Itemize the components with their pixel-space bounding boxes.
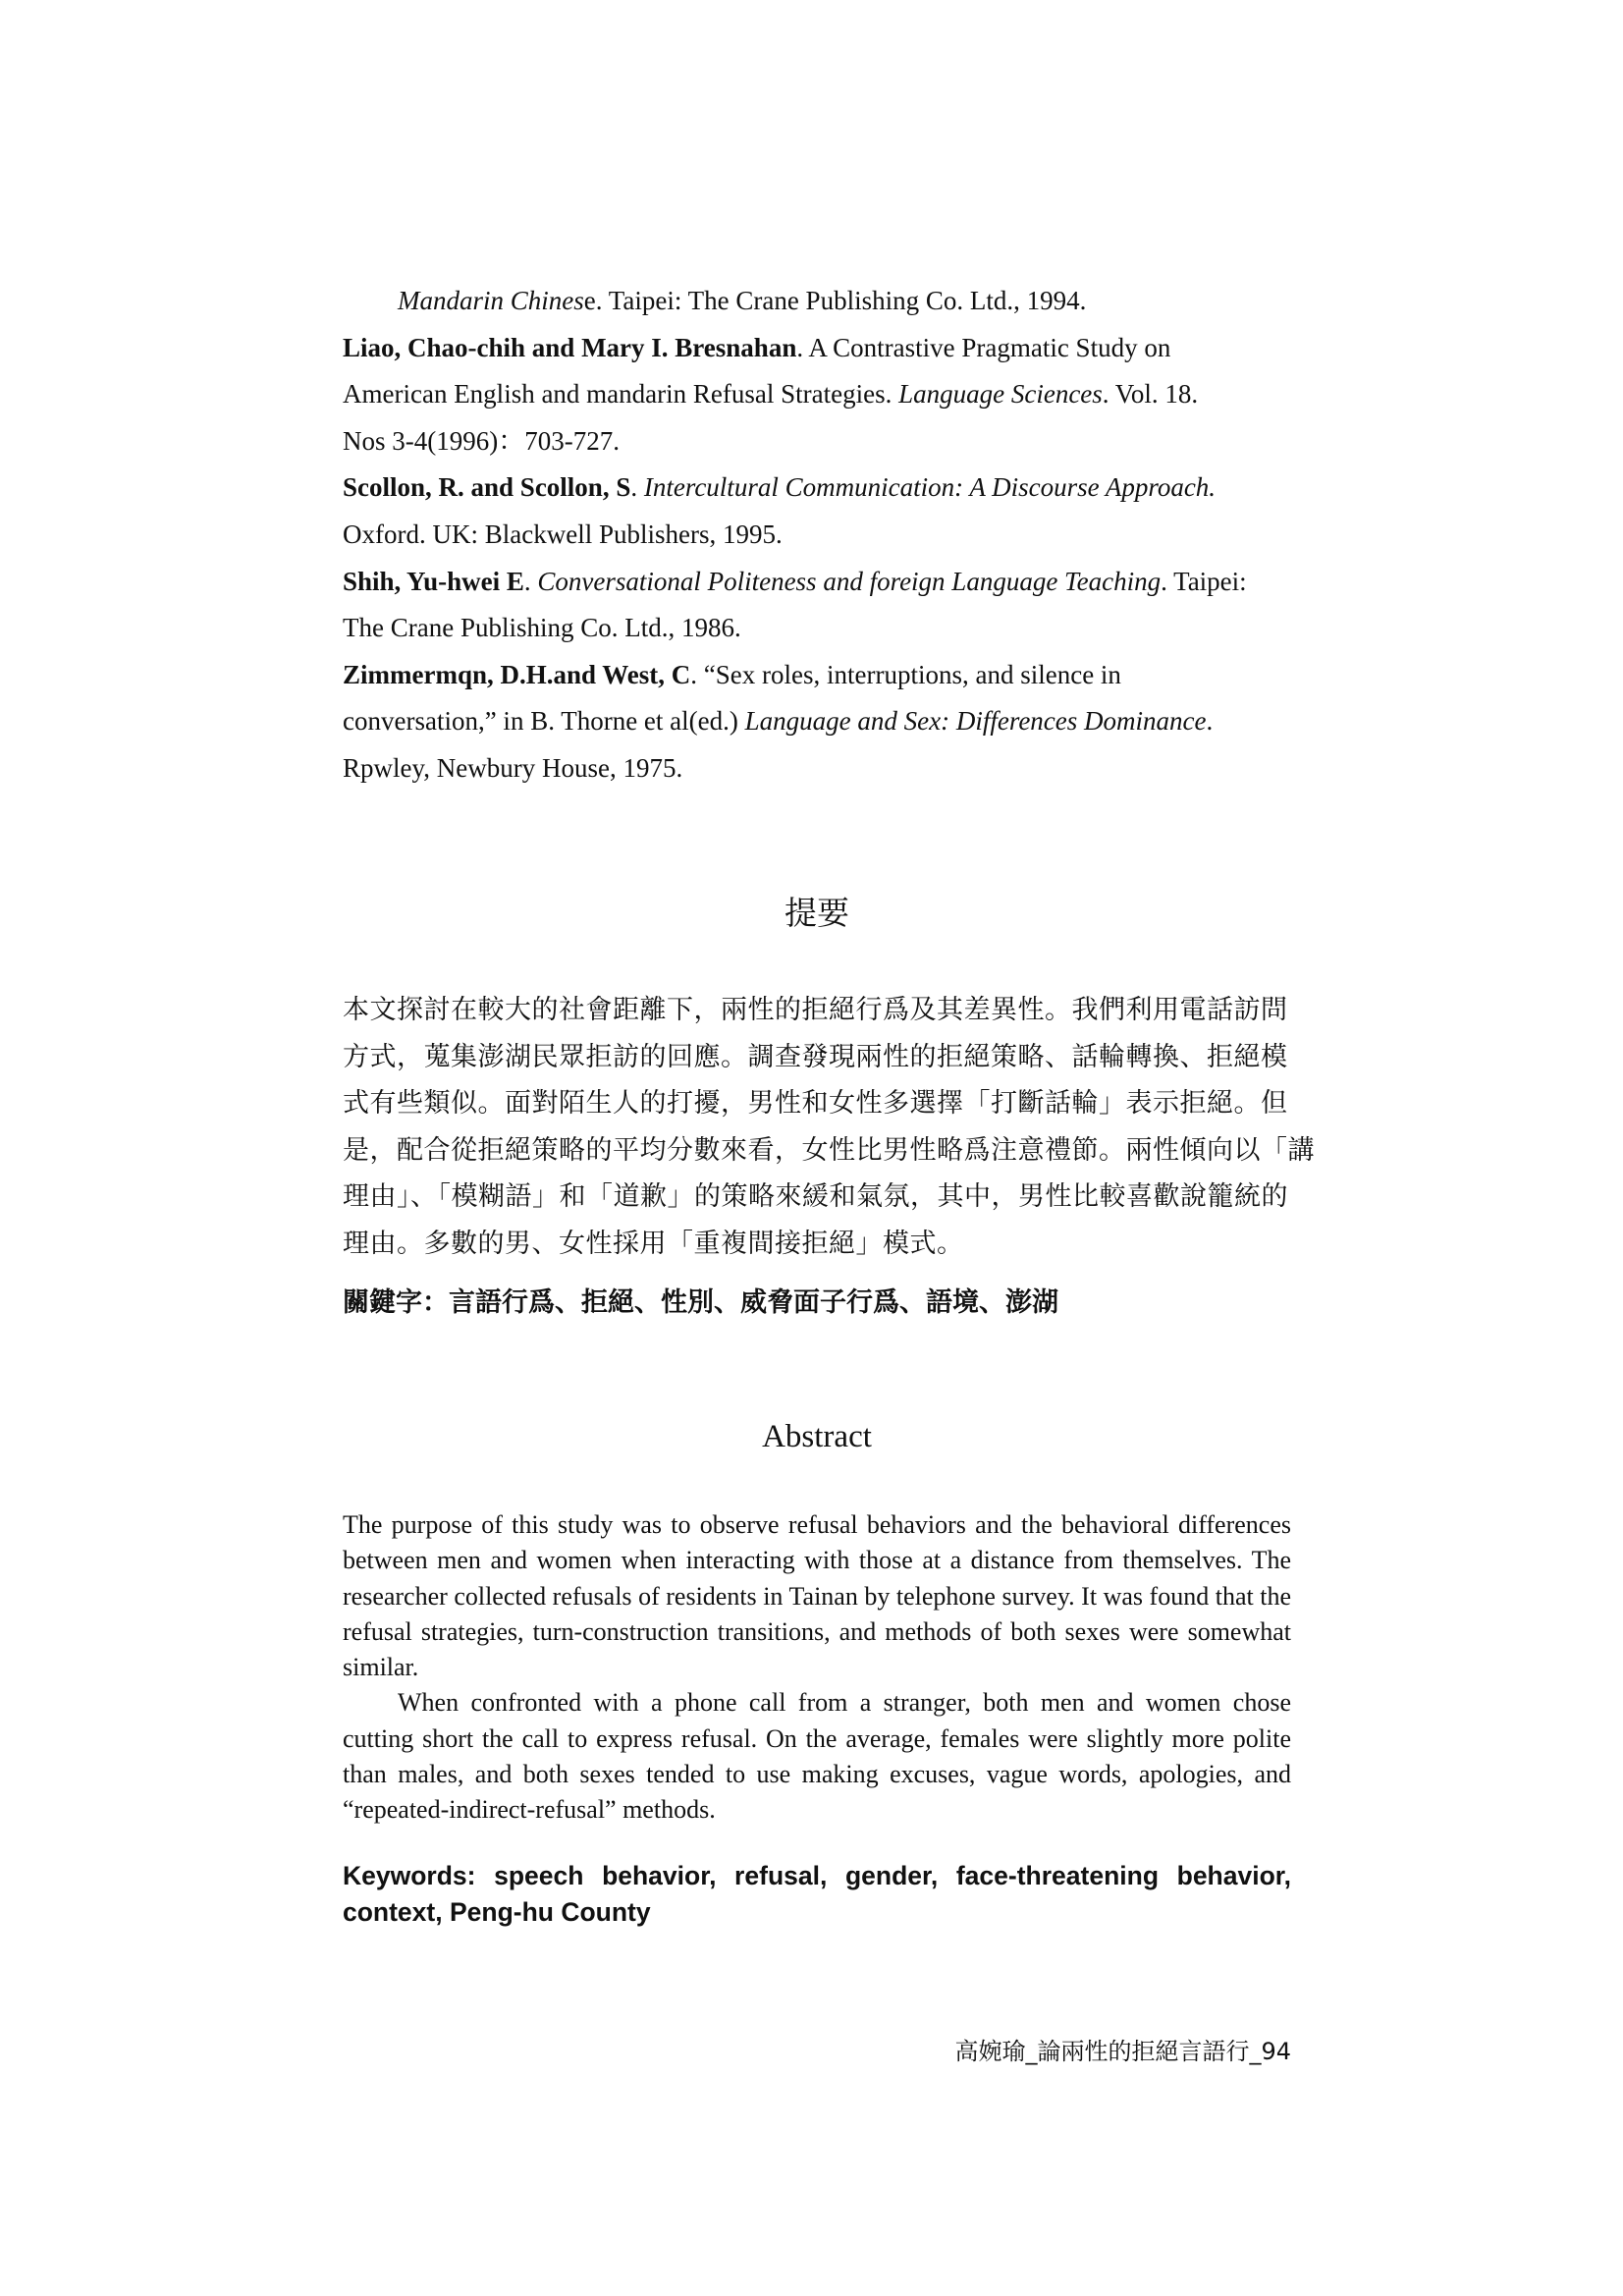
- english-abstract-body: [343, 1507, 1291, 1829]
- chinese-keywords: 關鍵字：言語行爲、拒絕、性別、威脅面子行爲、語境、澎湖: [343, 1287, 1058, 1318]
- reference-text-run: Rpwley, Newbury House, 1975.: [343, 752, 683, 783]
- chinese-abstract-line: 方式，蒐集澎湖民眾拒訪的回應。調查發現兩性的拒絕策略、話輪轉換、拒絕模: [343, 1041, 1288, 1072]
- reference-text-run: . Vol. 18.: [1102, 379, 1199, 410]
- reference-text-run: . Taipei:: [1161, 566, 1247, 596]
- reference-text-run: . A Contrastive Pragmatic Study on: [796, 332, 1171, 362]
- english-abstract-paragraph: When confronted with a phone call from a stranger, both men and women chose cutting short the call to express refusal. On the average, females were slightly more polite than males, and both sexes tended to use making excuses, vague words, apologies, and “repeated-indirect-refusal” methods.: [343, 1688, 1291, 1825]
- chinese-abstract-line: 理由」、「模糊語」和「道歉」的策略來緩和氣氛，其中，男性比較喜歡說籠統的: [343, 1181, 1288, 1212]
- english-keywords: Keywords: speech behavior, refusal, gender, face-threatening behavior, context, Peng-hu County: [343, 1861, 1291, 1927]
- reference-continuation: [343, 278, 1291, 325]
- reference-text-run: Zimmermqn, D.H.and West, C: [343, 659, 691, 689]
- reference-text-run: Oxford. UK: Blackwell Publishers, 1995.: [343, 519, 783, 549]
- reference-text-run: Conversational Politeness and foreign Language Teaching: [537, 566, 1162, 596]
- reference-text-run: .: [1206, 706, 1214, 737]
- reference-text-run: Shih, Yu-hwei E: [343, 566, 524, 596]
- reference-line: [343, 371, 1291, 418]
- reference-text-run: Intercultural Communication: A Discourse Approach.: [643, 472, 1217, 503]
- english-abstract-heading: Abstract: [762, 1419, 872, 1454]
- page-footer: 高婉瑜_論兩性的拒絕言語行_94: [954, 2038, 1291, 2065]
- reference-text-run: conversation,” in B. Thorne et al(ed.): [343, 706, 745, 737]
- chinese-abstract-line: 理由。多數的男、女性採用「重複間接拒絕」模式。: [343, 1228, 964, 1259]
- reference-line: [343, 652, 1291, 699]
- reference-text-run: e. Taipei: The Crane Publishing Co. Ltd., 1994.: [583, 286, 1087, 315]
- reference-entry: [343, 559, 1291, 652]
- reference-line: [343, 745, 1291, 793]
- reference-line: [343, 512, 1291, 559]
- reference-line: [343, 325, 1291, 372]
- reference-text-run: Liao, Chao-chih and Mary I. Bresnahan: [343, 332, 797, 362]
- reference-line: [343, 465, 1291, 512]
- chinese-abstract-line: 是，配合從拒絕策略的平均分數來看，女性比男性略爲注意禮節。兩性傾向以「講: [343, 1134, 1315, 1166]
- reference-text-run: Mandarin Chines: [398, 286, 584, 315]
- reference-entry: [343, 652, 1291, 793]
- reference-line: [343, 698, 1291, 745]
- reference-text-run: Scollon, R. and Scollon, S: [343, 472, 631, 503]
- reference-text-run: . “Sex roles, interruptions, and silence in: [690, 659, 1121, 689]
- reference-text-run: The Crane Publishing Co. Ltd., 1986.: [343, 613, 741, 643]
- references-list: [343, 278, 1291, 793]
- chinese-abstract-heading: 提要: [784, 894, 849, 932]
- reference-text-run: Language and Sex: Differences Dominance: [744, 706, 1207, 737]
- reference-text-run: Nos 3-4(1996)：703-727.: [343, 425, 620, 456]
- reference-entry: [343, 325, 1291, 465]
- reference-text-run: .: [523, 566, 538, 596]
- reference-text-run: Language Sciences: [898, 379, 1103, 410]
- chinese-abstract-line: 式有些類似。面對陌生人的打擾，男性和女性多選擇「打斷話輪」表示拒絕。但: [343, 1088, 1288, 1119]
- english-abstract-paragraph: The purpose of this study was to observe refusal behaviors and the behavioral differences between men and women when interacting with those at a distance from themselves. The researcher collected refusals of residents in Tainan by telephone survey. It was found that the refusal strategies, turn-construction transitions, and methods of both sexes were somewhat similar.: [343, 1510, 1291, 1682]
- reference-text-run: .: [630, 472, 644, 503]
- chinese-abstract-line: 本文探討在較大的社會距離下，兩性的拒絕行爲及其差異性。我們利用電話訪問: [343, 995, 1288, 1025]
- reference-entry: [343, 465, 1291, 558]
- chinese-abstract-body: [343, 987, 1315, 1267]
- reference-line: [343, 418, 1291, 465]
- reference-text-run: American English and mandarin Refusal Strategies.: [343, 379, 899, 410]
- reference-line: [343, 605, 1291, 652]
- reference-line: [343, 559, 1291, 606]
